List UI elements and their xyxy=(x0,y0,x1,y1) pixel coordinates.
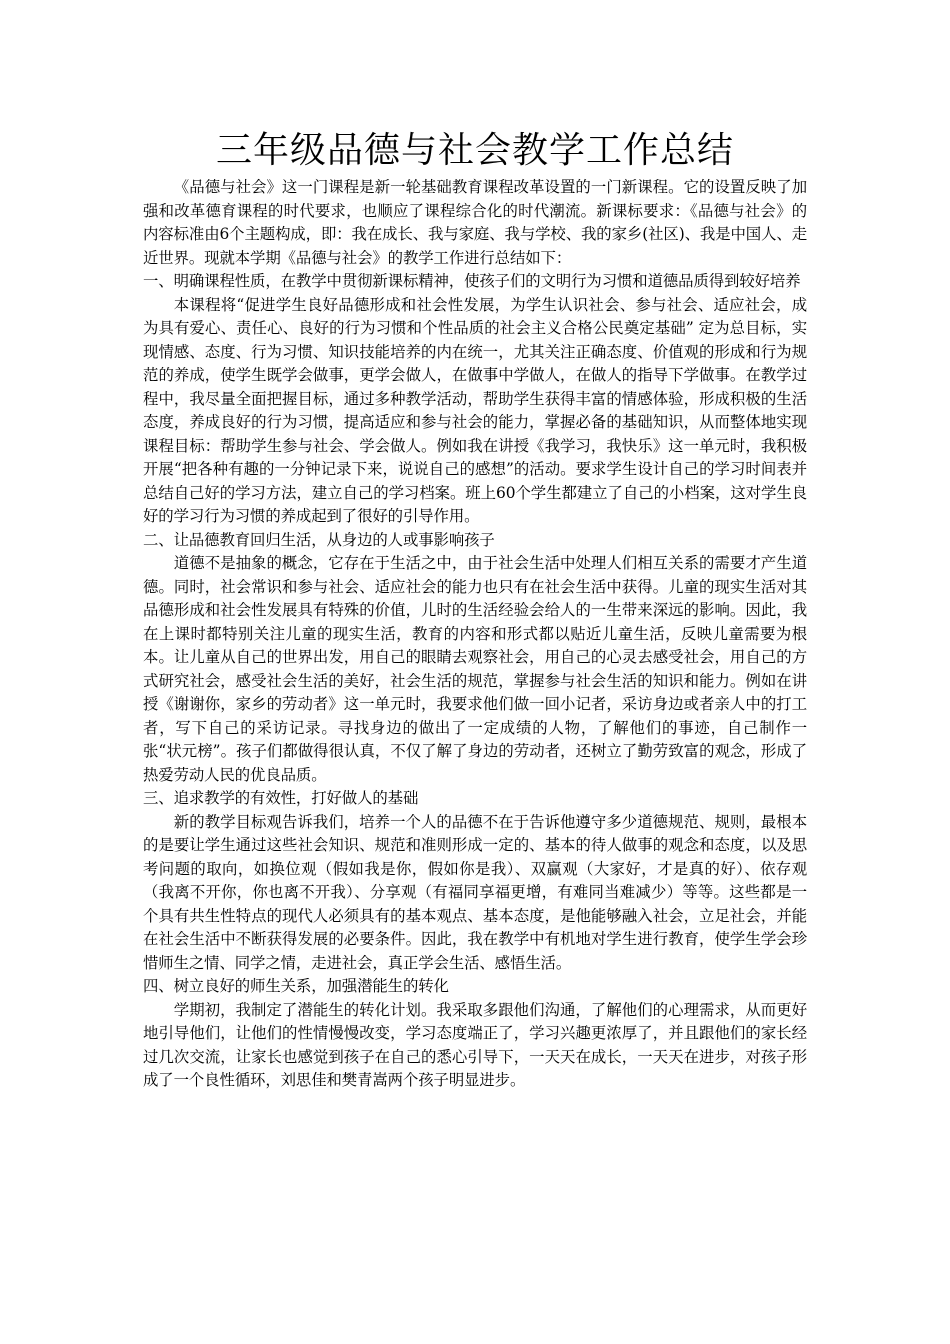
document-title: 三年级品德与社会教学工作总结 xyxy=(215,130,734,171)
section-body-2: 道德不是抽象的概念，它存在于生活之中，由于社会生活中处理人们相互关系的需要才产生道德。同时，社会常识和参与社会、适应社会的能力也只有在社会生活中获得。儿童的现实生活对其品德形成和社会性发展具有特殊的价值，儿时的生活经验会给人的一生带来深远的影响。因此，我在上课时都特别关注儿童的现实生活，教育的内容和形式都以贴近儿童生活，反映儿童需要为根本。让儿童从自己的世界出发，用自己的眼睛去观察社会，用自己的心灵去感受社会，用自己的方式研究社会，感受社会生活的美好，社会生活的规范，掌握参与社会生活的知识和能力。例如在讲授《谢谢你，家乡的劳动者》这一单元时，我要求他们做一回小记者，采访身边或者亲人中的打工者，写下自己的采访记录。寻找身边的做出了一定成绩的人物，了解他们的事迹，自己制作一张“状元榜”。孩子们都做得很认真，不仅了解了身边的劳动者，还树立了勤劳致富的观念，形成了热爱劳动人民的优良品质。 xyxy=(143,554,807,784)
section-heading-4: 四、树立良好的师生关系，加强潜能生的转化 xyxy=(143,977,449,995)
section-body-3: 新的教学目标观告诉我们，培养一个人的品德不在于告诉他遵守多少道德规范、规则，最根本的是要让学生通过这些社会知识、规范和准则形成一定的、基本的待人做事的观念和态度，以及思考问题的取向，如换位观（假如我是你，假如你是我）、双赢观（大家好，才是真的好）、依存观（我离不开你，你也离不开我）、分享观（有福同享福更增，有难同当难减少）等等。这些都是一个具有共生性特点的现代人必须具有的基本观点、基本态度，是他能够融入社会，立足社会，并能在社会生活中不断获得发展的必要条件。因此，我在教学中有机地对学生进行教育，使学生学会珍惜师生之情、同学之情，走进社会，真正学会生活、感悟生活。 xyxy=(143,812,807,972)
intro-paragraph: 《品德与社会》这一门课程是新一轮基础教育课程改革设置的一门新课程。它的设置反映了加强和改革德育课程的时代要求，也顺应了课程综合化的时代潮流。新课标要求：《品德与社会》的内容标准由6个主题构成，即：我在成长、我与家庭、我与学校、我的家乡(社区)、我是中国人、走近世界。现就本学期《品德与社会》的教学工作进行总结如下： xyxy=(143,178,807,267)
section-heading-3: 三、追求教学的有效性，打好做人的基础 xyxy=(143,789,419,807)
section-body-4: 学期初，我制定了潜能生的转化计划。我采取多跟他们沟通，了解他们的心理需求，从而更好地引导他们，让他们的性情慢慢改变，学习态度端正了，学习兴趣更浓厚了，并且跟他们的家长经过几次交流，让家长也感觉到孩子在自己的悉心引导下，一天天在成长，一天天在进步，对孩子形成了一个良性循环，刘思佳和樊青嵩两个孩子明显进步。 xyxy=(143,1000,807,1089)
section-body-1: 本课程将“促进学生良好品德形成和社会性发展，为学生认识社会、参与社会、适应社会，成为具有爱心、责任心、良好的行为习惯和个性品质的社会主义合格公民奠定基础” 定为总目标，实现情感、态度、行为习惯、知识技能培养的内在统一，尤其关注正确态度、价值观的形成和行为规范的养成，使学生既学会做事，更学会做人，在做事中学做人，在做人的指导下学做事。在教学过程中，我尽量全面把握目标，通过多种教学活动，帮助学生获得丰富的情感体验，形成积极的生活态度，养成良好的行为习惯，提高适应和参与社会的能力，掌握必备的基础知识，从而整体地实现课程目标：帮助学生参与社会、学会做人。例如我在讲授《我学习，我快乐》这一单元时，我积极开展“把各种有趣的一分钟记录下来，说说自己的感想”的活动。要求学生设计自己的学习时间表并总结自己好的学习方法，建立自己的学习档案。班上60个学生都建立了自己的小档案，这对学生良好的学习行为习惯的养成起到了很好的引导作用。 xyxy=(143,295,807,525)
document-page xyxy=(143,128,807,1093)
section-heading-1: 一、明确课程性质，在教学中贯彻新课标精神，使孩子们的文明行为习惯和道德品质得到较好培养 xyxy=(143,272,801,290)
section-heading-2: 二、让品德教育回归生活，从身边的人或事影响孩子 xyxy=(143,530,495,549)
